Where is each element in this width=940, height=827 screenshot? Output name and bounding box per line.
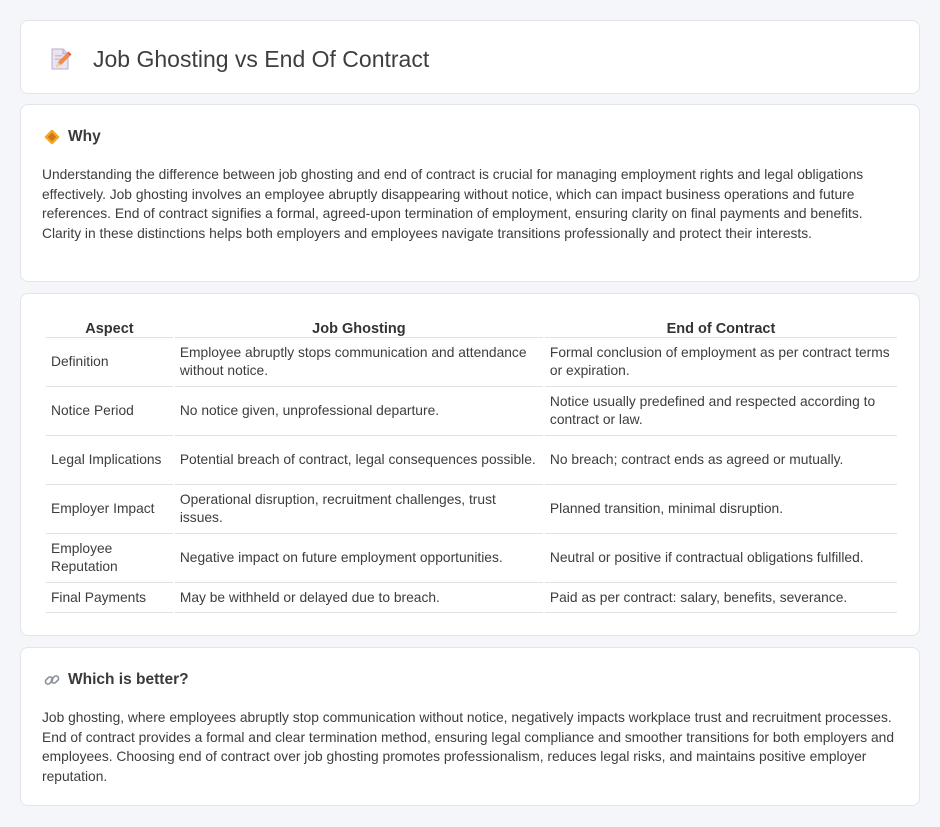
cell-aspect: Final Payments [46, 583, 173, 613]
better-heading [43, 670, 189, 690]
cell-job-ghosting: May be withheld or delayed due to breach. [175, 583, 543, 613]
table-row [46, 436, 897, 485]
header-aspect: Aspect [46, 318, 173, 338]
table-row [46, 485, 897, 534]
table-row [46, 338, 897, 387]
cell-aspect: Employer Impact [46, 485, 173, 534]
cell-end-of-contract: Neutral or positive if contractual obligations fulfilled. [545, 534, 897, 583]
header-job-ghosting: Job Ghosting [175, 318, 543, 338]
comparison-table [44, 318, 899, 613]
header-card [20, 20, 920, 94]
cell-end-of-contract: Planned transition, minimal disruption. [545, 485, 897, 534]
cell-job-ghosting: Potential breach of contract, legal consequences possible. [175, 436, 543, 485]
cell-job-ghosting: Negative impact on future employment opportunities. [175, 534, 543, 583]
header-end-of-contract: End of Contract [545, 318, 897, 338]
cell-end-of-contract: Paid as per contract: salary, benefits, severance. [545, 583, 897, 613]
cell-job-ghosting: No notice given, unprofessional departure. [175, 387, 543, 436]
page-title: Job Ghosting vs End Of Contract [93, 46, 430, 72]
why-text: Understanding the difference between job ghosting and end of contract is crucial for managing employment rights and legal obligations effectively. Job ghosting involves an employee abruptly disappearing without notice, which can impact business operations and future references. End of contract signifies a formal, agreed-upon termination of employment, ensuring clarity on final payments and benefits. Clarity in these distinctions helps both employers and employees navigate transitions professionally and protect their interests. [42, 167, 864, 241]
why-section [20, 104, 920, 282]
cell-job-ghosting: Operational disruption, recruitment challenges, trust issues. [175, 485, 543, 534]
cell-aspect: Definition [46, 338, 173, 387]
cell-job-ghosting: Employee abruptly stops communication and attendance without notice. [175, 338, 543, 387]
which-is-better-section [20, 647, 920, 806]
comparison-table-card [20, 293, 920, 636]
cell-aspect: Notice Period [46, 387, 173, 436]
diamond-sign-icon [43, 128, 61, 146]
table-header-row [46, 318, 897, 338]
cell-aspect: Employee Reputation [46, 534, 173, 583]
cell-end-of-contract: Notice usually predefined and respected according to contract or law. [545, 387, 897, 436]
link-icon [43, 671, 61, 689]
better-title: Which is better? [68, 671, 189, 688]
table-row [46, 534, 897, 583]
cell-aspect: Legal Implications [46, 436, 173, 485]
table-row [46, 583, 897, 613]
why-title: Why [68, 128, 101, 145]
why-heading [43, 127, 101, 147]
cell-end-of-contract: Formal conclusion of employment as per contract terms or expiration. [545, 338, 897, 387]
document-pencil-icon [47, 46, 73, 72]
table-row [46, 387, 897, 436]
better-text: Job ghosting, where employees abruptly stop communication without notice, negatively impacts workplace trust and recruitment processes. End of contract provides a formal and clear termination method, ensuring legal compliance and smoother transitions for both employers and employees. Choosing end of contract over job ghosting promotes professionalism, reduces legal risks, and maintains positive employer reputation. [42, 710, 895, 784]
title-row [47, 45, 429, 73]
cell-end-of-contract: No breach; contract ends as agreed or mutually. [545, 436, 897, 485]
